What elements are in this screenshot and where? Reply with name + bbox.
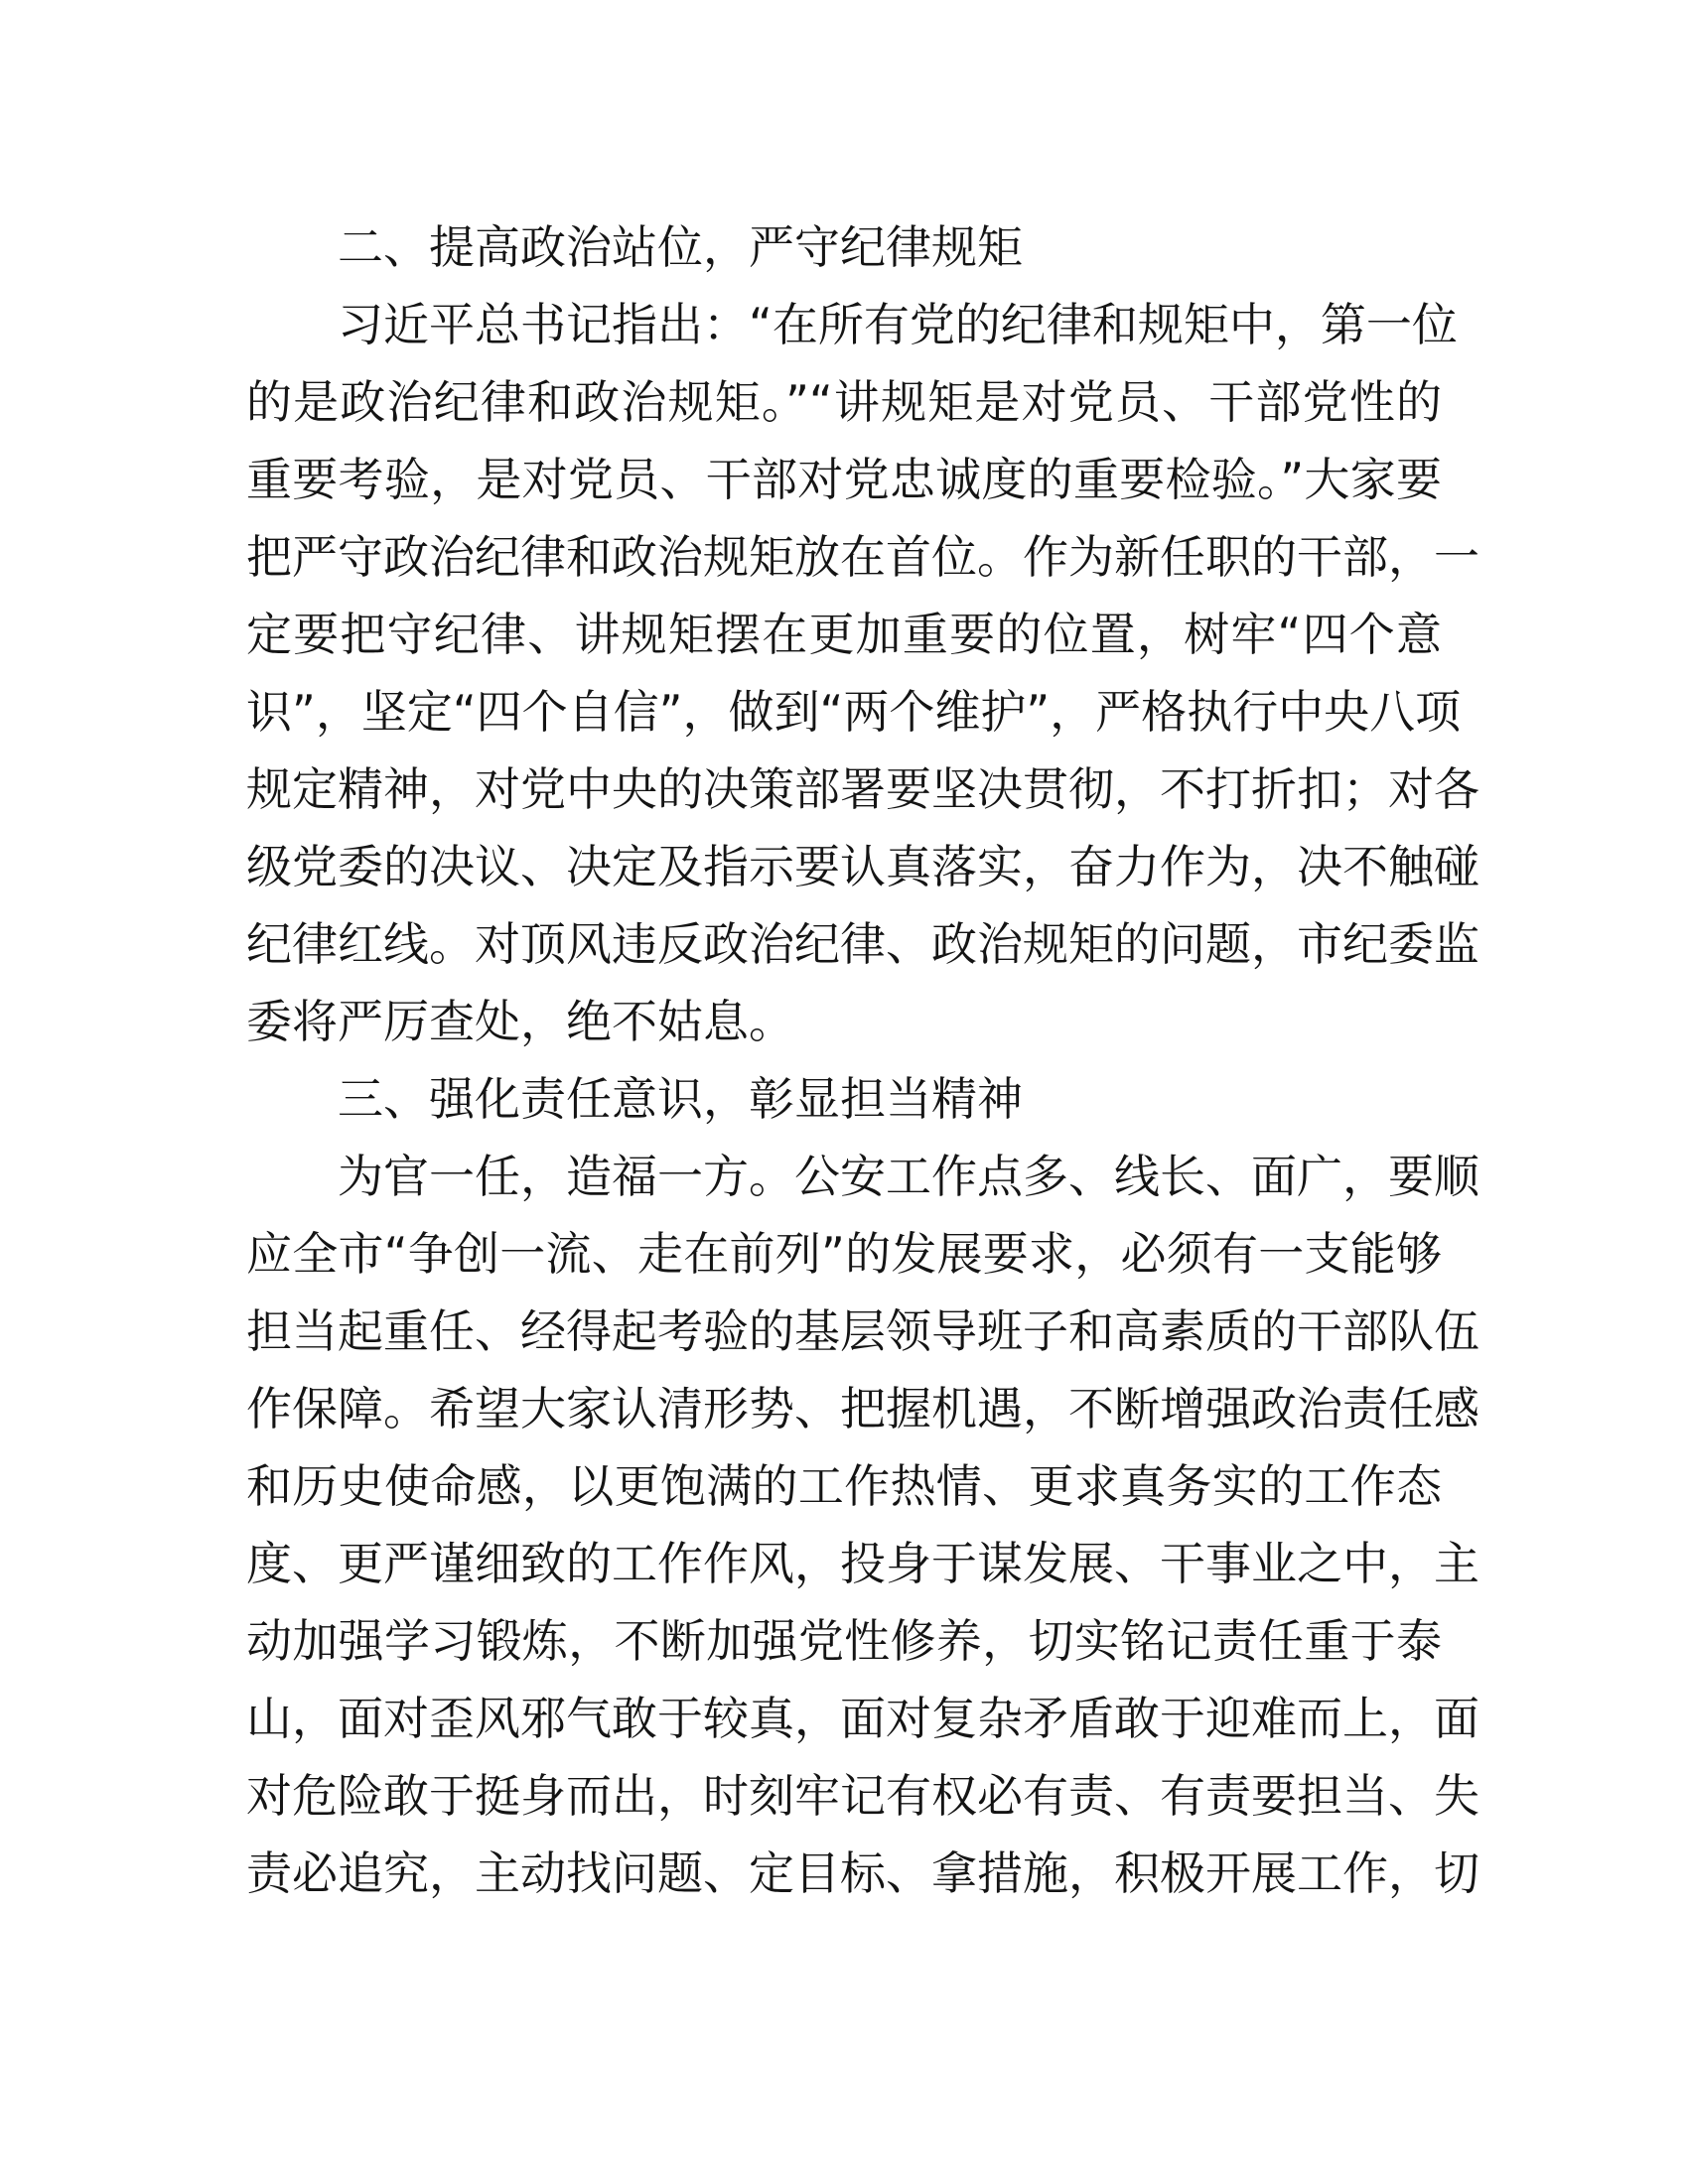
section-heading-3: 三、强化责任意识，彰显担当精神 [338,1072,1023,1126]
section-3-paragraph [246,1138,1479,1912]
paragraph-line: 定要把守纪律、讲规矩摆在更加重要的位置，树牢“四个意 [246,608,1442,661]
paragraph-line: 把严守政治纪律和政治规矩放在首位。作为新任职的干部，一 [246,530,1479,584]
document-body [246,208,1479,1912]
paragraph-line: 责必追究，主动找问题、定目标、拿措施，积极开展工作，切 [246,1846,1479,1900]
paragraph-line: 度、更严谨细致的工作作风，投身于谋发展、干事业之中，主 [246,1537,1479,1590]
paragraph-line: 委将严厉查处，绝不姑息。 [246,995,794,1048]
section-heading-2: 二、提高政治站位，严守纪律规矩 [338,220,1023,274]
paragraph-line: 级党委的决议、决定及指示要认真落实，奋力作为，决不触碰 [246,840,1479,893]
paragraph-line: 的是政治纪律和政治规矩。”“讲规矩是对党员、干部党性的 [246,375,1442,429]
paragraph-line: 对危险敢于挺身而出，时刻牢记有权必有责、有责要担当、失 [246,1769,1479,1823]
paragraph-line: 为官一任，造福一方。公安工作点多、线长、面广，要顺 [338,1150,1479,1203]
paragraph-line: 和历史使命感，以更饱满的工作热情、更求真务实的工作态 [246,1459,1442,1513]
paragraph-line: 纪律红线。对顶风违反政治纪律、政治规矩的问题，市纪委监 [246,917,1479,971]
paragraph-line: 动加强学习锻炼，不断加强党性修养，切实铭记责任重于泰 [246,1614,1442,1668]
section-2-paragraph [246,286,1479,1060]
paragraph-line: 应全市“争创一流、走在前列”的发展要求，必须有一支能够 [246,1227,1442,1281]
paragraph-line: 规定精神，对党中央的决策部署要坚决贯彻，不打折扣；对各 [246,762,1479,816]
paragraph-line: 识”，坚定“四个自信”，做到“两个维护”，严格执行中央八项 [246,685,1462,739]
paragraph-line: 担当起重任、经得起考验的基层领导班子和高素质的干部队伍 [246,1304,1479,1358]
paragraph-line: 习近平总书记指出：“在所有党的纪律和规矩中，第一位 [338,298,1458,351]
paragraph-line: 山，面对歪风邪气敢于较真，面对复杂矛盾敢于迎难而上，面 [246,1692,1479,1745]
paragraph-line: 重要考验，是对党员、干部对党忠诚度的重要检验。”大家要 [246,453,1442,506]
paragraph-line: 作保障。希望大家认清形势、把握机遇，不断增强政治责任感 [246,1382,1479,1435]
